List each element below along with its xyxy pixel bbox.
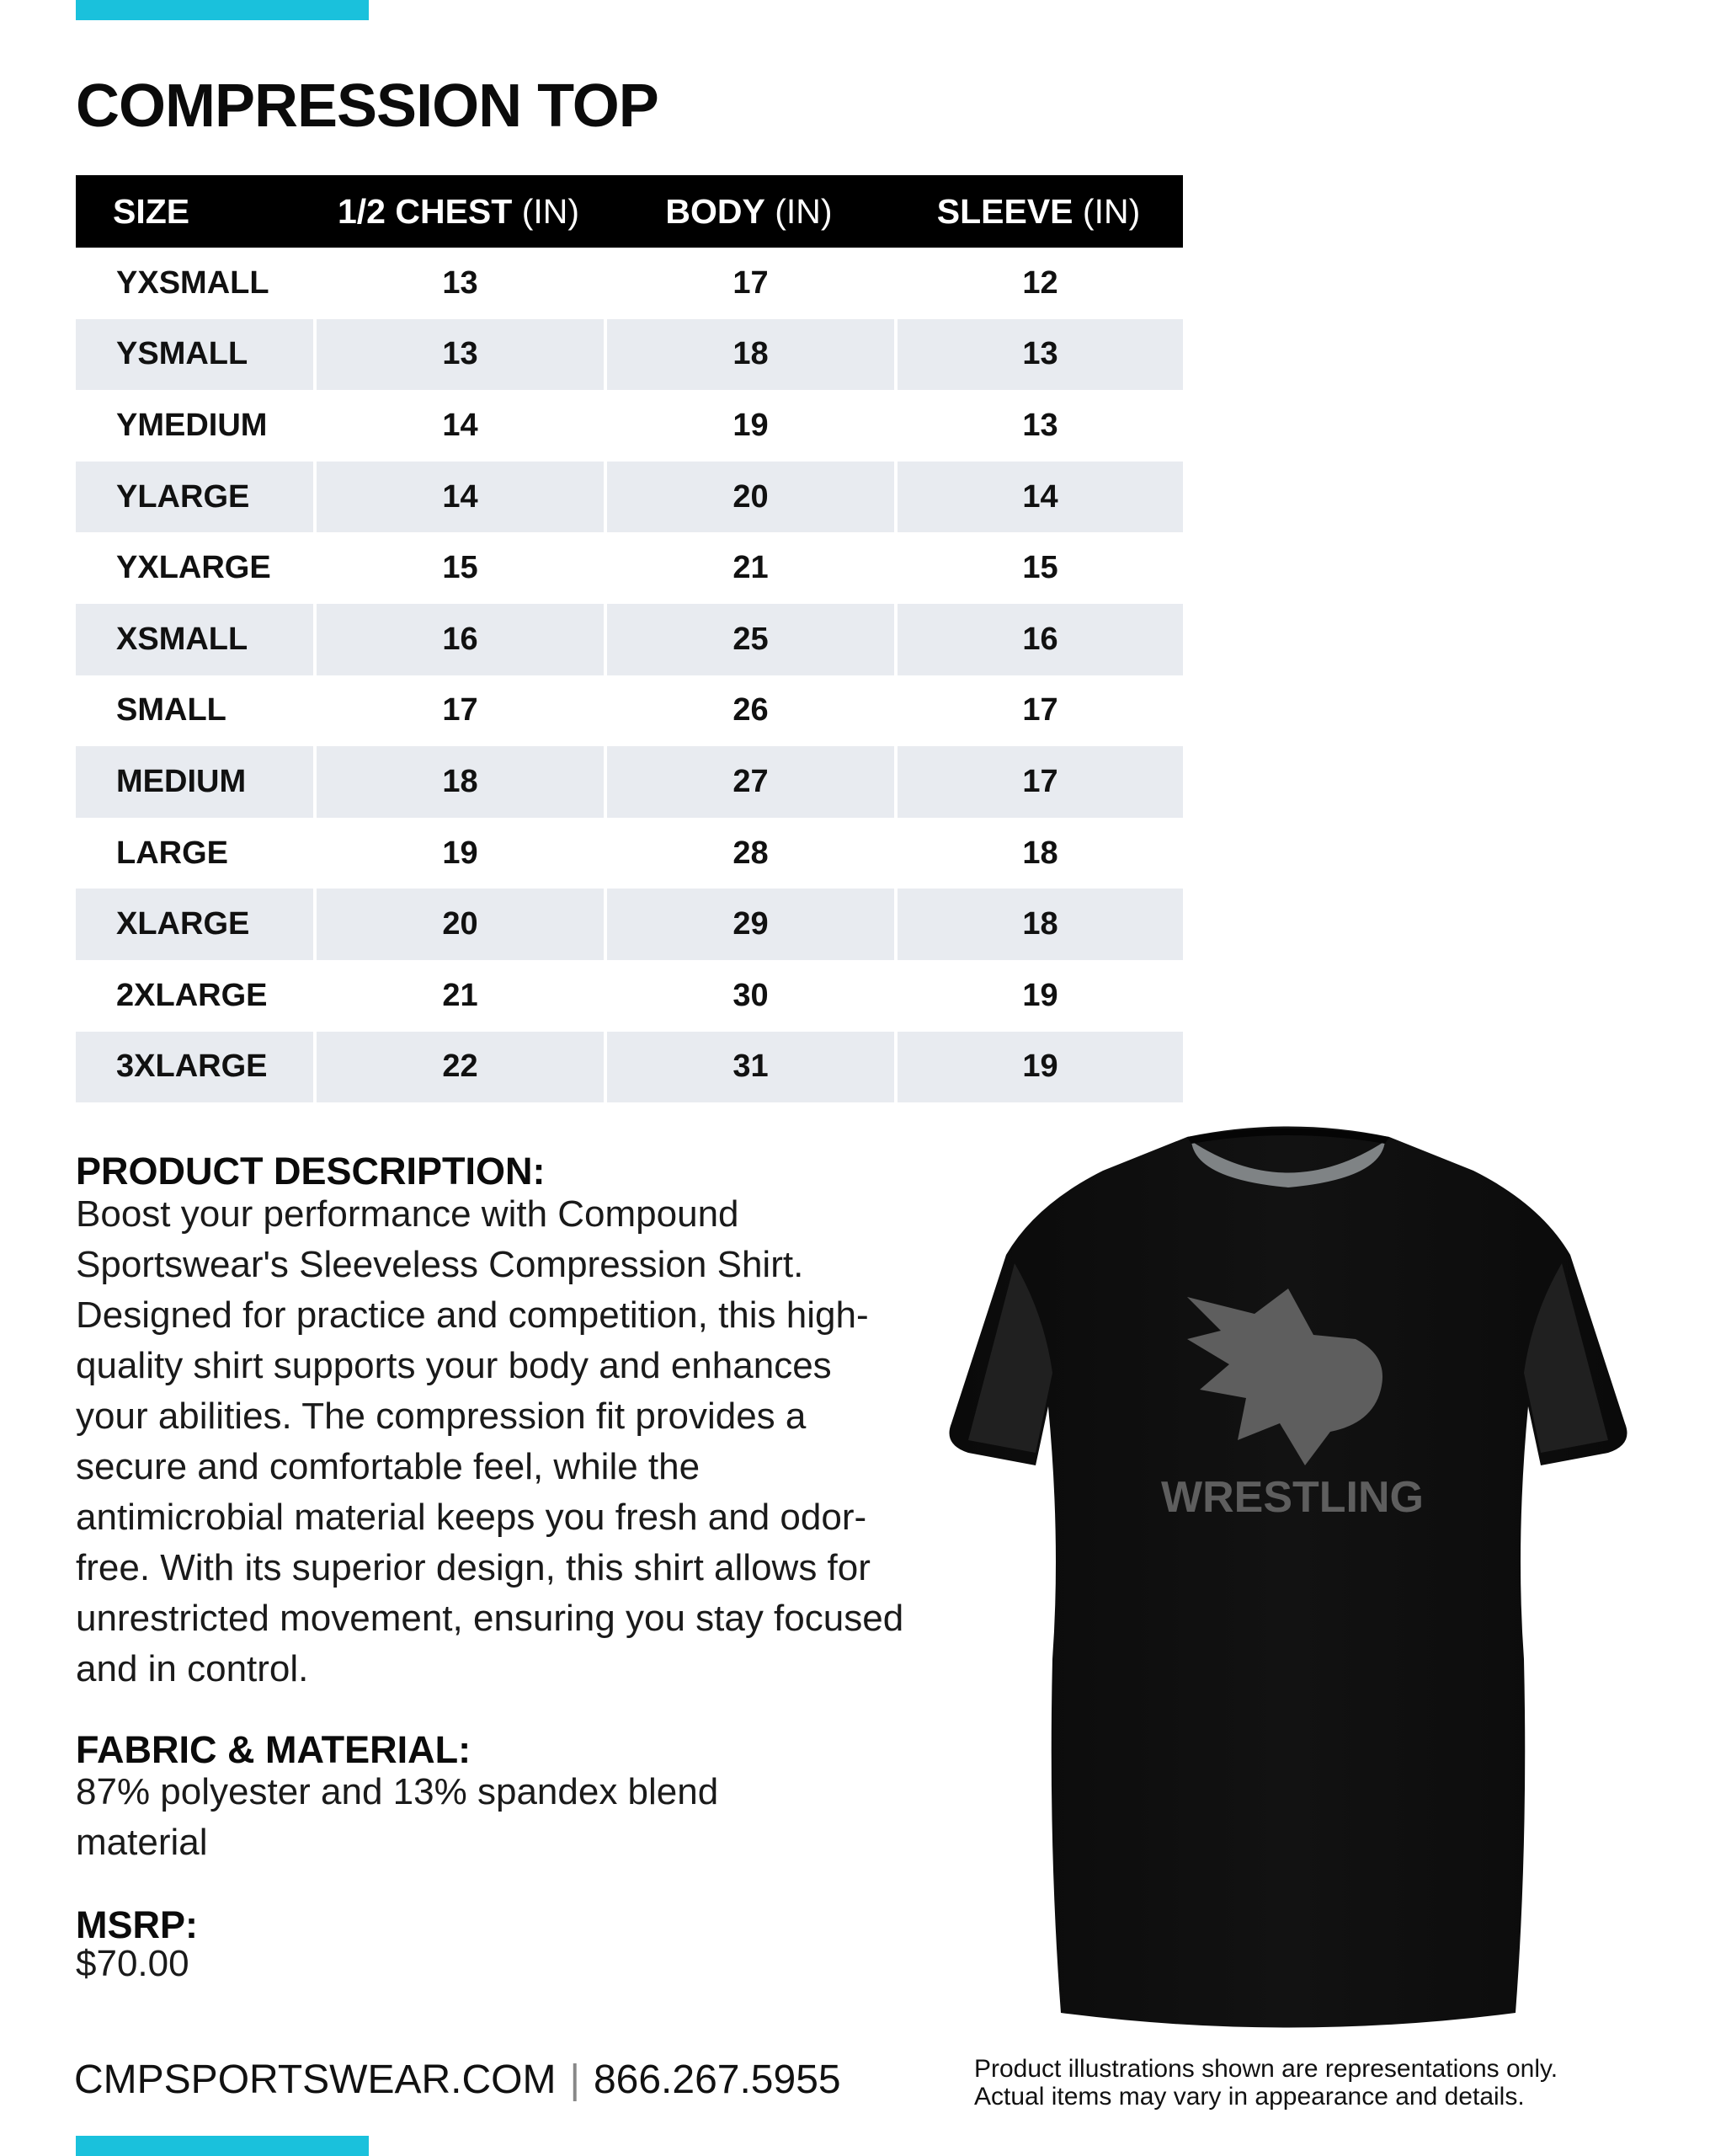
size-cell: XSMALL xyxy=(76,604,313,675)
disclaimer-line-1: Product illustrations shown are representations only. xyxy=(974,2055,1558,2083)
body-cell: 17 xyxy=(604,248,894,319)
top-accent-bar xyxy=(76,0,369,20)
disclaimer-line-2: Actual items may vary in appearance and details. xyxy=(974,2083,1525,2111)
chest-cell: 21 xyxy=(313,960,604,1032)
table-row xyxy=(76,462,1183,533)
chest-cell: 22 xyxy=(313,1032,604,1103)
table-row xyxy=(76,319,1183,391)
size-cell: XLARGE xyxy=(76,889,313,960)
msrp-price: $70.00 xyxy=(76,1943,189,1984)
table-row xyxy=(76,532,1183,604)
sleeve-cell: 18 xyxy=(894,818,1183,889)
phone-number[interactable]: 866.267.5955 xyxy=(593,2057,841,2102)
size-cell: 2XLARGE xyxy=(116,977,268,1013)
body-cell: 18 xyxy=(604,319,894,391)
table-row xyxy=(76,1032,1183,1103)
body-cell: 30 xyxy=(604,960,894,1032)
size-cell: YXSMALL xyxy=(116,264,269,301)
sleeve-cell: 17 xyxy=(894,746,1183,818)
header-half-chest: 1/2 CHEST (IN) xyxy=(313,175,604,248)
bottom-accent-bar xyxy=(76,2136,369,2156)
footer-contact xyxy=(74,2057,841,2103)
sleeve-cell: 17 xyxy=(894,675,1183,747)
product-image xyxy=(935,1120,1642,2038)
header-sleeve: SLEEVE (IN) xyxy=(894,175,1183,248)
table-row xyxy=(76,889,1183,960)
header-size: SIZE xyxy=(76,175,313,248)
chest-cell: 16 xyxy=(313,604,604,675)
body-cell: 28 xyxy=(604,818,894,889)
disclaimer xyxy=(974,2055,1648,2111)
header-body: BODY (IN) xyxy=(604,175,894,248)
chest-cell: 20 xyxy=(313,889,604,960)
body-cell: 20 xyxy=(604,462,894,533)
product-description-heading: PRODUCT DESCRIPTION: xyxy=(76,1150,546,1193)
size-cell: YXLARGE xyxy=(116,550,271,586)
body-cell: 27 xyxy=(604,746,894,818)
msrp-heading: MSRP: xyxy=(76,1903,198,1946)
sleeve-cell: 15 xyxy=(894,532,1183,604)
chest-cell: 14 xyxy=(313,390,604,462)
body-cell: 31 xyxy=(604,1032,894,1103)
chest-cell: 14 xyxy=(313,462,604,533)
table-row xyxy=(76,960,1183,1032)
body-cell: 26 xyxy=(604,675,894,747)
body-cell: 21 xyxy=(604,532,894,604)
table-row xyxy=(76,248,1183,319)
table-row xyxy=(76,604,1183,675)
size-cell: LARGE xyxy=(116,835,228,871)
sleeve-cell: 14 xyxy=(894,462,1183,533)
sleeve-cell: 12 xyxy=(894,248,1183,319)
size-cell: YSMALL xyxy=(76,319,313,391)
sleeve-cell: 18 xyxy=(894,889,1183,960)
chest-cell: 18 xyxy=(313,746,604,818)
sleeve-cell: 19 xyxy=(894,960,1183,1032)
shirt-body xyxy=(950,1127,1627,2028)
table-row xyxy=(76,746,1183,818)
size-cell: 3XLARGE xyxy=(76,1032,313,1103)
website-link[interactable]: CMPSPORTSWEAR.COM xyxy=(74,2057,557,2102)
size-cell: SMALL xyxy=(116,692,226,728)
size-chart-table xyxy=(76,175,1183,1102)
sleeve-cell: 19 xyxy=(894,1032,1183,1103)
fabric-material-heading: FABRIC & MATERIAL: xyxy=(76,1728,471,1771)
fabric-material-text: 87% polyester and 13% spandex blend material xyxy=(76,1771,719,1863)
size-cell: MEDIUM xyxy=(76,746,313,818)
chest-cell: 13 xyxy=(313,248,604,319)
sleeve-cell: 16 xyxy=(894,604,1183,675)
chest-cell: 19 xyxy=(313,818,604,889)
chest-cell: 15 xyxy=(313,532,604,604)
size-chart-header-row xyxy=(76,175,1183,248)
size-cell: YMEDIUM xyxy=(116,407,268,443)
product-description-text: Boost your performance with Compound Sportswear's Sleeveless Compression Shirt. Designed for practice and competition, this high-quality shirt supports your body and enhances your abilities. The compression fit provides a secure and comfortable feel, while the antimicrobial material keeps you fresh and odor-free. With its superior design, this shirt allows for unrestricted movement, ensuring you stay focused and in control. xyxy=(76,1193,904,1689)
page-title: COMPRESSION TOP xyxy=(76,72,658,140)
sleeve-cell: 13 xyxy=(894,390,1183,462)
shirt-print-text: WRESTLING xyxy=(1161,1473,1424,1522)
size-cell: YLARGE xyxy=(76,462,313,533)
body-cell: 29 xyxy=(604,889,894,960)
body-cell: 25 xyxy=(604,604,894,675)
body-cell: 19 xyxy=(604,390,894,462)
table-row xyxy=(76,390,1183,462)
footer-separator: | xyxy=(569,2057,580,2102)
chest-cell: 17 xyxy=(313,675,604,747)
table-row xyxy=(76,818,1183,889)
sleeve-cell: 13 xyxy=(894,319,1183,391)
chest-cell: 13 xyxy=(313,319,604,391)
table-row xyxy=(76,675,1183,747)
compression-shirt-illustration xyxy=(935,1120,1642,2038)
